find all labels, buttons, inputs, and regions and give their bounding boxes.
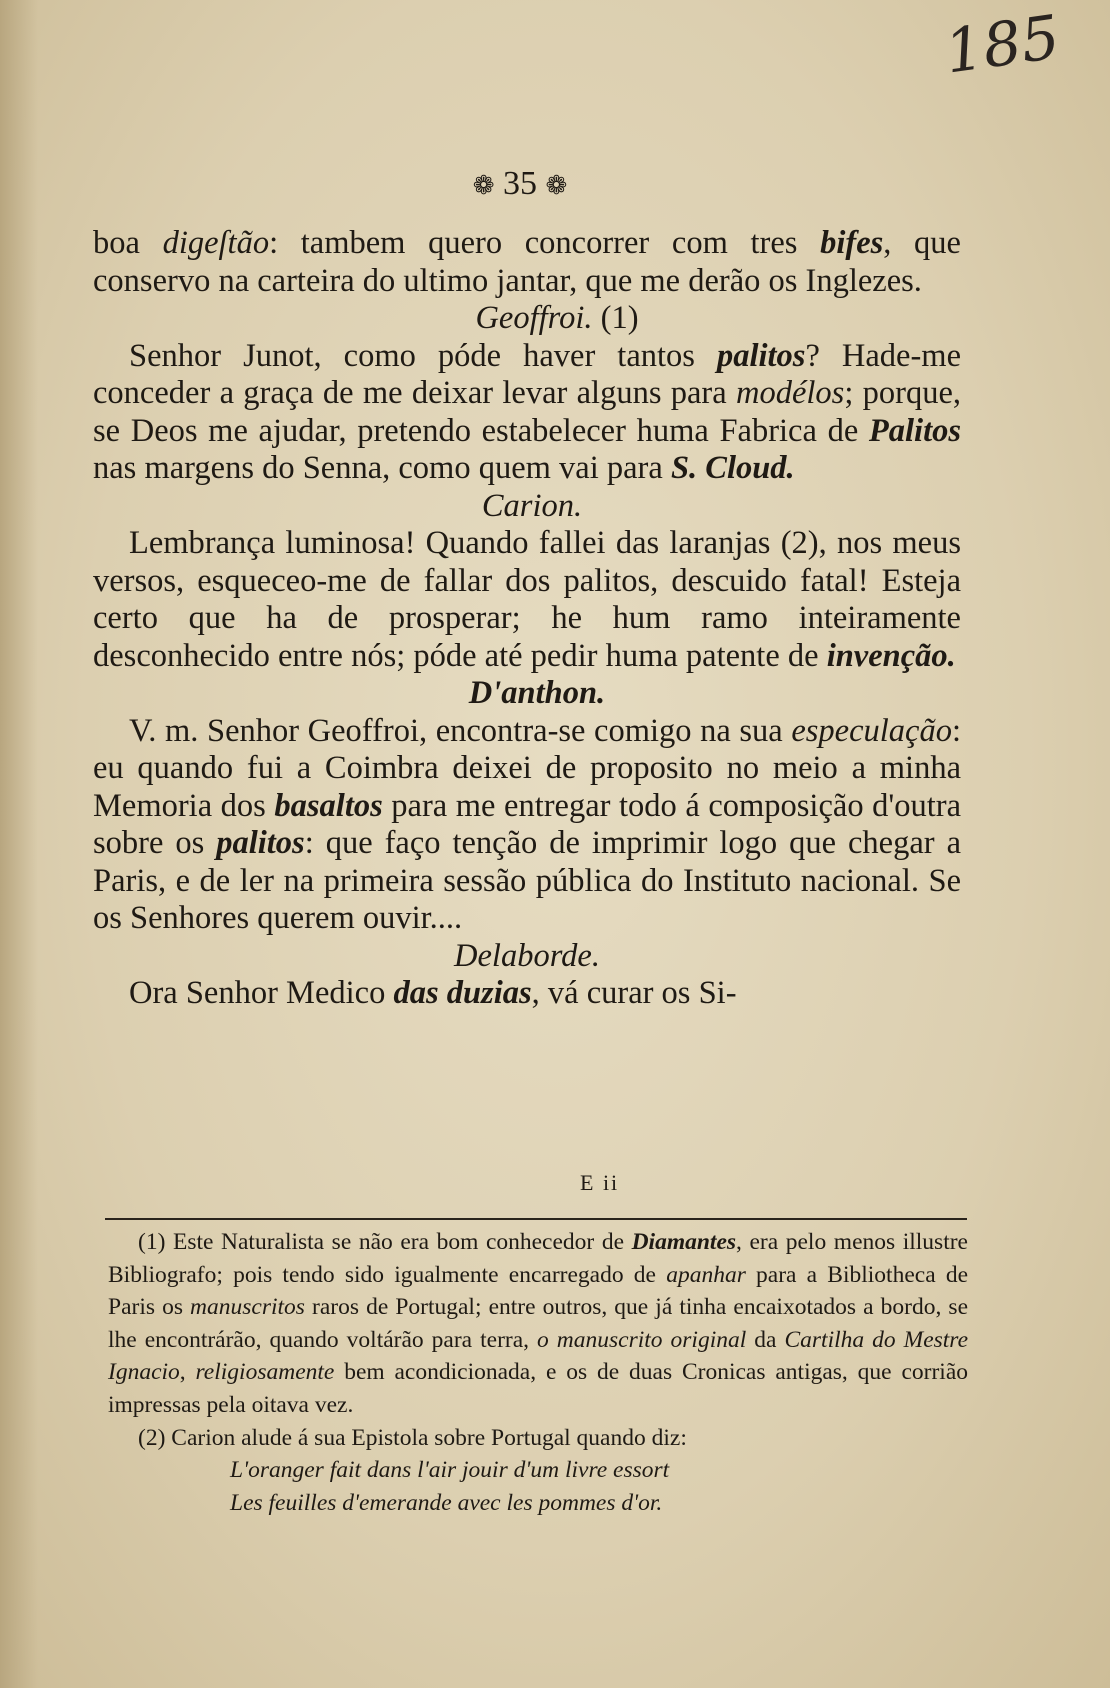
footnotes [108,1226,968,1519]
ornament-right-icon: ❁ [545,171,568,201]
footnote-divider [105,1218,967,1220]
paragraph-1: boa digeſtão: tambem quero concorrer com tres bifes, que conservo na carteira do ultimo jantar, que me derão os Inglezes. [93,225,961,299]
speaker-geoffroi: Geoffroi. (1) [475,300,639,336]
footnote-verse-2: Les feuilles d'emerande avec les pommes d'or. [230,1489,663,1516]
footnote-2: (2) Carion alude á sua Epistola sobre Portugal quando diz: [138,1424,687,1451]
speaker-danthon: D'anthon. [468,675,606,711]
speaker-delaborde: Delaborde. [454,937,600,974]
paragraph-5: Ora Senhor Medico das duzias, vá curar os Si- [129,975,737,1011]
page-header [440,165,600,203]
paragraph-3: Lembrança luminosa! Quando fallei das laranjas (2), nos meus versos, esqueceo-me de fallar dos palitos, descuido fatal! Esteja certo que ha de prosperar; he hum ramo inteiramente desconhecido entre nós; póde até pedir huma patente de invenção. [93,525,961,674]
footnote-1: (1) Este Naturalista se não era bom conhecedor de Diamantes, era pelo menos illustre Bibliografo; pois tendo sido igualmente encarregado de apanhar para a Bibliotheca de Paris os manuscritos raros de Portugal; entre outros, que já tinha encaixotados a bordo, se lhe encontrárão, quando voltárão para terra, o manuscrito original da Cartilha do Mestre Ignacio, religiosamente bem acondicionada, e os de duas Cronicas antigas, que corrião impressas pela oitava vez. [108,1229,969,1418]
main-text [93,225,961,1013]
speaker-carion: Carion. [481,487,583,524]
paragraph-2: Senhor Junot, como póde haver tantos palitos? Hade-me conceder a graça de me deixar levar alguns para modélos; porque, se Deos me ajudar, pretendo estabelecer huma Fabrica de Palitos nas margens do Senna, como quem vai para S. Cloud. [93,337,962,486]
ornament-left-icon: ❁ [472,171,495,201]
paragraph-4: V. m. Senhor Geoffroi, encontra-se comigo na sua especulação: eu quando fui a Coimbra deixei de proposito no meio a minha Memoria dos basaltos para me entregar todo á composição d'outra sobre os palitos: que faço tenção de imprimir logo que chegar a Paris, e de ler na primeira sessão pública do Instituto nacional. Se os Senhores querem ouvir.... [93,712,961,936]
signature-mark: E ii [580,1170,620,1195]
handwritten-folio-number: 185 [940,2,1064,88]
footnote-verse-1: L'oranger fait dans l'air jouir d'um livre essort [230,1457,670,1484]
page-edge-shadow [0,0,38,1688]
page-number: 35 [503,165,537,202]
